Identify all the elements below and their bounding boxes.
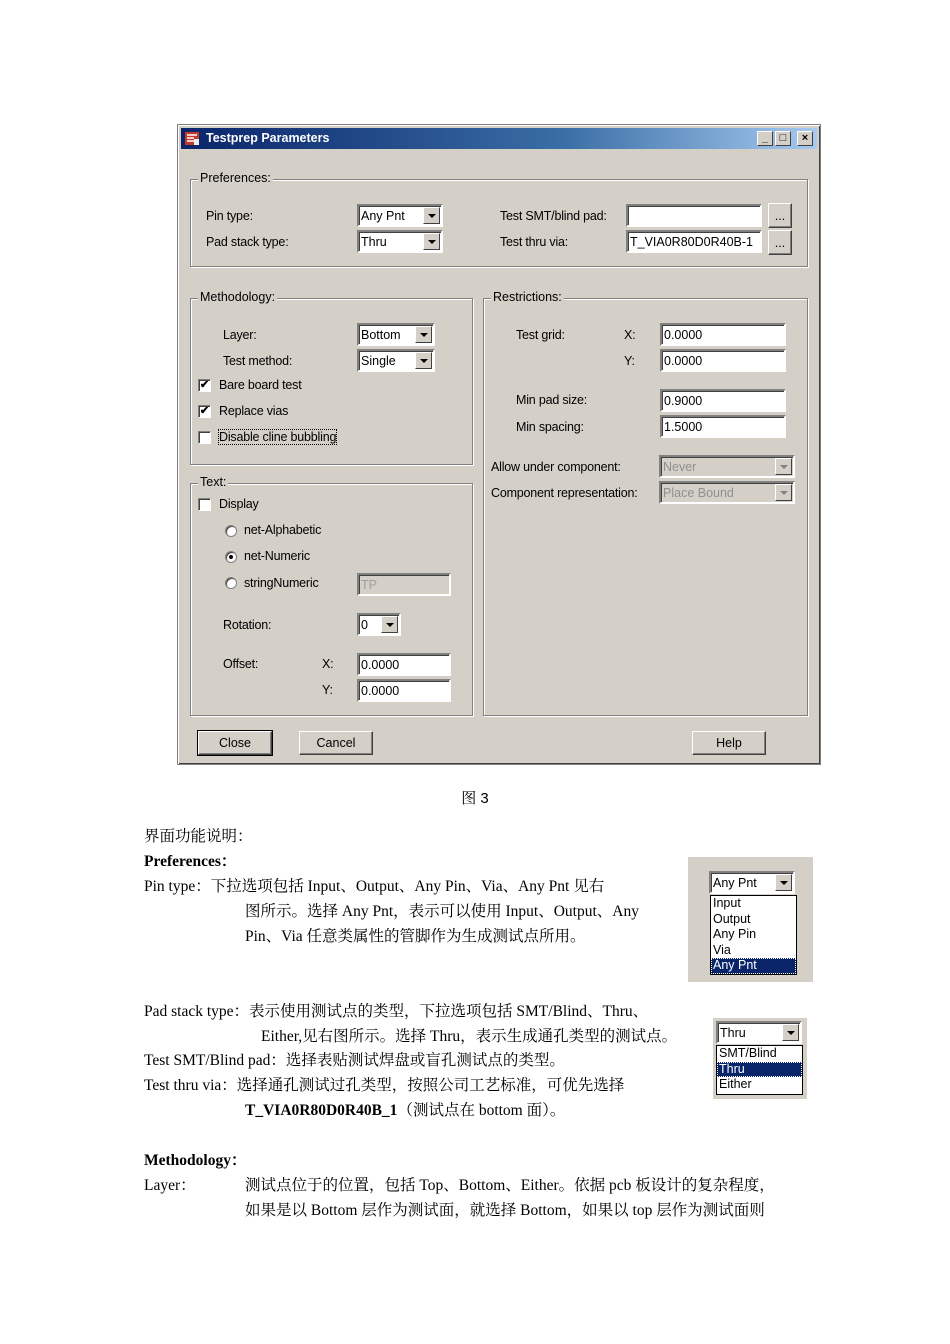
component-rep-label: Component representation: <box>491 486 638 500</box>
component-rep-value: Place Bound <box>663 486 734 500</box>
allow-under-value: Never <box>663 460 697 474</box>
string-numeric-label[interactable]: stringNumeric <box>244 576 319 590</box>
methodology-heading: Methodology： <box>144 1152 247 1169</box>
list-item-selected[interactable]: Thru <box>717 1062 802 1078</box>
pad-stack-example-select[interactable] <box>716 1021 802 1044</box>
chevron-down-icon <box>775 484 792 501</box>
pin-type-para-line2: 图所示。选择 Any Pnt，表示可以使用 Input、Output、Any <box>245 903 639 920</box>
list-item[interactable]: SMT/Blind <box>719 1046 777 1060</box>
list-item[interactable]: Input <box>713 896 741 910</box>
layer-para-label: Layer： <box>144 1177 196 1194</box>
bare-board-label[interactable]: Bare board test <box>219 378 302 392</box>
rotation-label: Rotation: <box>223 618 272 632</box>
net-alphabetic-label[interactable]: net-Alphabetic <box>244 523 322 537</box>
intro-text: 界面功能说明： <box>144 828 253 845</box>
pin-type-dropdown-figure <box>688 857 813 982</box>
thru-via-label: Test thru via: <box>500 235 569 249</box>
test-method-label: Test method: <box>223 354 293 368</box>
offset-label: Offset: <box>223 657 259 671</box>
browse-via-button[interactable]: ... <box>768 230 792 255</box>
grid-y-label: Y: <box>624 354 635 368</box>
pad-stack-value: Thru <box>361 235 387 249</box>
pad-stack-select[interactable] <box>357 230 443 253</box>
display-label[interactable]: Display <box>219 497 259 511</box>
allow-under-label: Allow under component: <box>491 460 621 474</box>
display-checkbox[interactable] <box>198 498 211 511</box>
grid-y-field[interactable]: 0.0000 <box>660 349 786 372</box>
net-alphabetic-radio[interactable] <box>225 525 237 537</box>
preferences-heading: Preferences： <box>144 853 237 870</box>
chevron-down-icon[interactable] <box>775 874 792 891</box>
pad-stack-para-line2: Either,见右图所示。选择 Thru，表示生成通孔类型的测试点。 <box>261 1028 678 1045</box>
testprep-dialog <box>177 124 821 765</box>
layer-para-line1: 测试点位于的位置，包括 Top、Bottom、Either。依据 pcb 板设计的复杂程度， <box>245 1177 775 1194</box>
figure-caption: 图 3 <box>461 790 489 807</box>
disable-cline-label[interactable]: Disable cline bubbling <box>219 430 337 444</box>
chevron-down-icon[interactable] <box>423 233 440 250</box>
app-icon <box>184 131 200 146</box>
bare-board-checkbox[interactable]: ✔ <box>199 379 210 391</box>
chevron-down-icon[interactable] <box>415 352 432 369</box>
smt-blind-pad-label: Test SMT/blind pad: <box>500 209 607 223</box>
rotation-value: 0 <box>361 618 368 632</box>
list-item-selected[interactable]: Any Pnt <box>711 958 796 974</box>
chevron-down-icon[interactable] <box>782 1024 799 1041</box>
net-numeric-label[interactable]: net-Numeric <box>244 549 310 563</box>
grid-x-label: X: <box>624 328 636 342</box>
smt-pad-para: Test SMT/Blind pad：选择表贴测试焊盘或盲孔测试点的类型。 <box>144 1052 565 1069</box>
min-pad-size-field[interactable]: 0.9000 <box>660 389 786 412</box>
pin-type-option-list <box>710 895 797 975</box>
layer-label: Layer: <box>223 328 257 342</box>
window-title: Testprep Parameters <box>206 131 330 145</box>
offset-y-field[interactable]: 0.0000 <box>357 679 451 702</box>
list-item[interactable]: Either <box>719 1077 752 1091</box>
maximize-button[interactable]: □ <box>775 131 791 146</box>
help-button[interactable]: Help <box>692 731 766 755</box>
pin-type-para-line3: Pin、Via 任意类属性的管脚作为生成测试点所用。 <box>245 928 586 945</box>
component-rep-select <box>659 481 795 504</box>
list-item[interactable]: Any Pin <box>713 927 757 941</box>
text-group-label: Text: <box>200 475 227 489</box>
list-item[interactable]: Output <box>713 911 751 926</box>
replace-vias-checkbox[interactable]: ✔ <box>199 405 210 417</box>
string-numeric-radio[interactable] <box>225 577 237 589</box>
pin-type-example-select[interactable] <box>709 871 795 894</box>
allow-under-select <box>659 455 795 478</box>
pad-stack-para-line1: Pad stack type：表示使用测试点的类型，下拉选项包括 SMT/Blind、Thru、 <box>144 1003 649 1020</box>
list-item[interactable]: Via <box>713 942 731 957</box>
smt-blind-pad-field[interactable] <box>626 204 762 227</box>
min-spacing-field[interactable]: 1.5000 <box>660 415 786 438</box>
preferences-group-label: Preferences: <box>200 171 271 185</box>
pad-stack-dropdown-figure <box>713 1018 807 1099</box>
pad-stack-example-value: Thru <box>720 1026 746 1040</box>
test-method-select[interactable] <box>357 349 435 372</box>
pin-type-select[interactable] <box>357 204 443 227</box>
min-spacing-label: Min spacing: <box>516 420 584 434</box>
test-grid-label: Test grid: <box>516 328 565 342</box>
pin-type-para-line1: Pin type：下拉选项包括 Input、Output、Any Pin、Via、Any Pnt 见右 <box>144 878 605 895</box>
pin-type-example-value: Any Pnt <box>713 876 757 890</box>
disable-cline-checkbox[interactable] <box>198 431 211 444</box>
replace-vias-label[interactable]: Replace vias <box>219 404 289 418</box>
thru-via-para-line1: Test thru via：选择通孔测试过孔类型，按照公司工艺标准，可优先选择 <box>144 1077 625 1094</box>
layer-value: Bottom <box>361 328 401 342</box>
pin-type-value: Any Pnt <box>361 209 405 223</box>
chevron-down-icon <box>775 458 792 475</box>
offset-x-label: X: <box>322 657 334 671</box>
chevron-down-icon[interactable] <box>381 616 398 633</box>
chevron-down-icon[interactable] <box>415 326 432 343</box>
grid-x-field[interactable]: 0.0000 <box>660 323 786 346</box>
pin-type-label: Pin type: <box>206 209 253 223</box>
restrictions-group-label: Restrictions: <box>493 290 562 304</box>
methodology-group-label: Methodology: <box>200 290 276 304</box>
close-window-button[interactable]: × <box>797 131 813 146</box>
thru-via-para-line2: T_VIA0R80D0R40B_1（测试点在 bottom 面）。 <box>245 1102 566 1119</box>
pad-stack-option-list <box>716 1045 803 1095</box>
title-bar[interactable] <box>181 128 817 149</box>
thru-via-field[interactable]: T_VIA0R80D0R40B-1 <box>626 230 762 253</box>
string-prefix-field: TP <box>357 573 451 596</box>
net-numeric-radio[interactable] <box>225 551 237 563</box>
chevron-down-icon[interactable] <box>423 207 440 224</box>
test-method-value: Single <box>361 354 396 368</box>
offset-y-label: Y: <box>322 683 333 697</box>
rotation-select[interactable] <box>357 613 401 636</box>
pad-stack-label: Pad stack type: <box>206 235 289 249</box>
cancel-button[interactable]: Cancel <box>299 731 373 755</box>
browse-smt-button[interactable]: ... <box>768 203 792 228</box>
close-button[interactable]: Close <box>198 731 272 755</box>
layer-select[interactable] <box>357 323 435 346</box>
min-pad-size-label: Min pad size: <box>516 393 588 407</box>
offset-x-field[interactable]: 0.0000 <box>357 653 451 676</box>
minimize-button[interactable]: _ <box>757 131 773 146</box>
layer-para-line2: 如果是以 Bottom 层作为测试面，就选择 Bottom，如果以 top 层作为测试面则 <box>245 1202 765 1219</box>
